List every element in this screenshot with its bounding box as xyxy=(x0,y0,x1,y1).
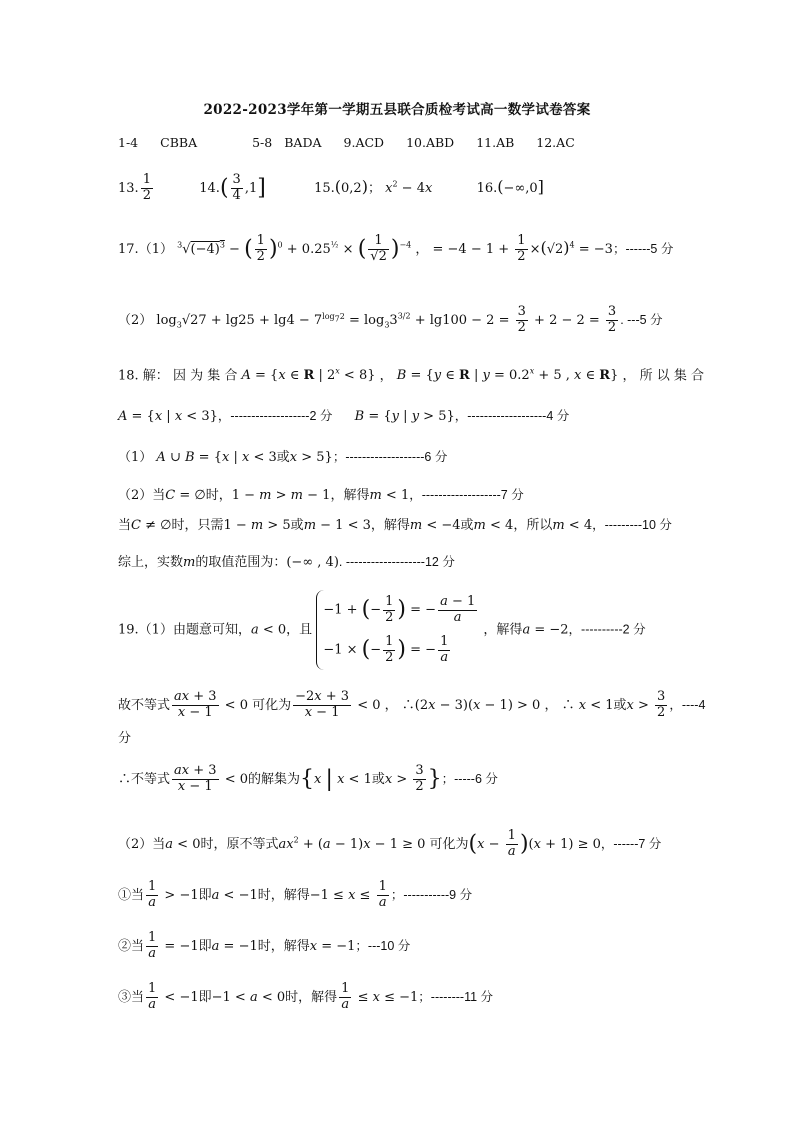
q18-part1: （1） A ∪ B = {x | x < 3或x > 5}；-------------------6 分 xyxy=(118,450,448,465)
equation-system: −1 + (− $\frac{1}{2}$ ) = − $\frac{a - 1}{a}$ −1 × (− $\frac{1}{2}$ ) = − $\frac{1}{a}$ xyxy=(316,590,479,670)
q5-8-label: 5-8 xyxy=(252,135,273,150)
q19-part1: 19.（1）由题意可知，a < 0，且 −1 + (− $\frac{1}{2}$ ) = − $\frac{a - 1}{a}$ −1 × (− $\frac{1}{2}$ ) = − $\frac{1}{a}$ ，解得a = −2，----------2 分 xyxy=(118,590,734,670)
set-b-definition: B = {y ∈ R | $y = 0.2^x + 5$ , x ∈ R} xyxy=(396,367,619,384)
choice-answers xyxy=(118,137,734,150)
q9-answer: 9.ACD xyxy=(343,135,385,150)
q1-4-answer: CBBA xyxy=(160,135,198,150)
q17-1-score: ；------5 分 xyxy=(612,241,674,256)
q5-8-answer: BADA xyxy=(284,135,322,150)
q18-summary: 综上，实数m的取值范围为：(−∞ , 4). -------------------12 分 xyxy=(118,555,455,570)
q10-answer: 10.ABD xyxy=(406,135,455,150)
q12-answer: 12.AC xyxy=(536,135,575,150)
q19-case1: ①当 $\frac{1}{a}$ > −1即a < −1时，解得−1 ≤ x ≤ $\frac{1}{a}$ ；-----------9 分 xyxy=(118,879,473,910)
q19-inequality-transform: 故不等式 $\frac{ax + 3}{x - 1}$ < 0 可化为 $\frac{-2x + 3}{x - 1}$ < 0 ， ∴(2x − 3)(x − 1) > 0 ， ∴ x < 1或x > $\frac{3}{2}$ ，----4 xyxy=(118,689,706,720)
q17-1-expression: $^3√(-4)^3$ − ( $\frac{1}{2}$ )$^0 + 0.25^{\frac{1}{2}}$ × ( $\frac{1}{√2}$ )$^{-4}$ ， = −4 − 1 + $\frac{1}{2}$ $\times(√2)^4 = -3$ xyxy=(177,233,613,264)
q19-case3: ③当 $\frac{1}{a}$ < −1即−1 < a < 0时，解得 $\frac{1}{a}$ ≤ x ≤ −1；--------11 分 xyxy=(118,981,494,1012)
page-title: 2022-2023学年第一学期五县联合质检考试高一数学试卷答案 xyxy=(203,102,591,118)
q16-label: 16. xyxy=(476,180,498,196)
q16-answer: (−∞,0] xyxy=(497,176,544,196)
q13-answer: $\frac{1}{2}$ xyxy=(142,172,151,203)
q15-answer: (0,2)； $x^2 - 4x$ xyxy=(334,176,433,196)
q17-label: 17. xyxy=(118,241,139,257)
fill-answers xyxy=(118,173,734,204)
q19-fen: 分 xyxy=(118,731,132,746)
q18-intro: 18. 解： 因 为 集 合 xyxy=(118,368,238,384)
q17-part1: 17.（1） $^3√(-4)^3$ − ( $\frac{1}{2}$ )$^0 + 0.25^{\frac{1}{2}}$ × ( $\frac{1}{√2}$ )$^{-4}$ ， = −4 − 1 + $\frac{1}{2}$ $\times(√2)^4 = -3$；------5 分 xyxy=(118,233,674,264)
q17-2-score: . ---5 分 xyxy=(620,312,663,327)
q18-line2: A = {x | x < 3}，-------------------2 分 B = {y | y > 5}，-------------------4 分 xyxy=(118,409,570,424)
set-a-definition: A = {x ∈ R | $2^x < 8$} xyxy=(241,367,376,384)
q17-2-expression: $\log_3√27 + \lg 25 + \lg 4 - 7^{log_72} = \log_33^{3/2} + \lg 100 - 2$ = $\frac{3}{2}$ + 2 − 2 = $\frac{3}{2}$ xyxy=(156,304,617,335)
q1-4-label: 1-4 xyxy=(118,135,139,150)
q18-part2: （2）当C = ∅时，1 − m > m − 1，解得m < 1，-------------------7 分 xyxy=(118,488,524,503)
q15-label: 15. xyxy=(314,180,335,196)
q19-case2: ②当 $\frac{1}{a}$ = −1即a = −1时，解得x = −1；---10 分 xyxy=(118,930,411,961)
q14-answer: ( $\frac{3}{4}$ ,1] xyxy=(219,172,266,203)
q19-part2: （2）当a < 0时，原不等式$ax^2 + (a - 1)x - 1 \ge 0$ 可化为(x − $\frac{1}{a}$ )(x + 1) ≥ 0，------7 分 xyxy=(118,828,662,859)
q17-part2: （2） $\log_3√27 + \lg 25 + \lg 4 - 7^{log_72} = \log_33^{3/2} + \lg 100 - 2$ = $\frac{3}{2}$ + 2 − 2 = $\frac{3}{2}$ . ---5 分 xyxy=(118,304,663,335)
q13-label: 13. xyxy=(118,180,139,196)
q11-answer: 11.AB xyxy=(476,135,515,150)
q14-label: 14. xyxy=(199,180,220,196)
q18-line1: 18. 解： 因 为 集 合 A = {x ∈ R | $2^x < 8$} ， B = {y ∈ R | $y = 0.2^x + 5$ , x ∈ R} ， 所 以 集 合 xyxy=(118,367,705,384)
q18-case-nonempty: 当C ≠ ∅时，只需1 − m > 5或m − 1 < 3，解得m < −4或m < 4，所以m < 4，---------10 分 xyxy=(118,518,672,533)
q19-solution-set: ∴不等式 $\frac{ax + 3}{x - 1}$ < 0的解集为{x | x < 1或x > $\frac{3}{2}$ }；-----6 分 xyxy=(118,763,498,794)
